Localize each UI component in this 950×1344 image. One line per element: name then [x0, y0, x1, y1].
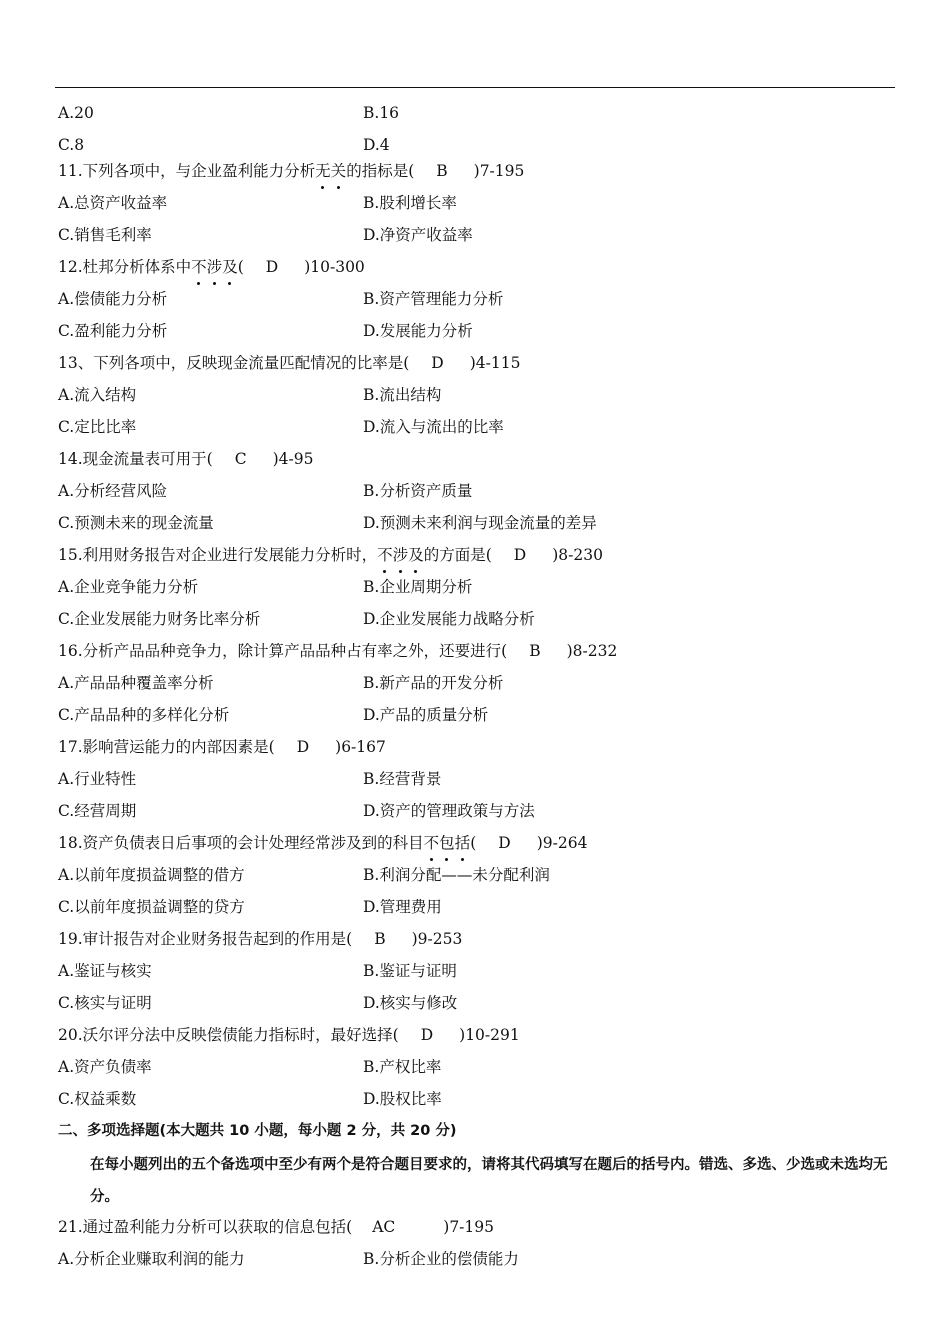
question-stem [58, 1213, 494, 1241]
option-row [58, 605, 908, 637]
emphasis-char: 涉 [393, 541, 409, 569]
stem-text: 13、下列各项中，反映现金流量匹配情况的比率是( [58, 354, 410, 372]
stem-text: 12.杜邦分析体系中 [58, 258, 192, 276]
page-ref: )9-253 [411, 930, 463, 948]
option-a: A.分析经营风险 [58, 482, 168, 500]
page-ref: )8-230 [552, 546, 603, 564]
option-c: C.企业发展能力财务比率分析 [58, 610, 261, 628]
question-stem [58, 157, 524, 185]
stem-text: 的指标是( [346, 162, 415, 180]
option-c: C.盈利能力分析 [58, 322, 168, 340]
answer: B [374, 930, 386, 948]
page-ref: )10-300 [304, 258, 365, 276]
emphasis-text [377, 546, 424, 564]
emphasis-text [424, 834, 471, 852]
question-stem [58, 445, 313, 473]
option-a: A.偿债能力分析 [58, 290, 168, 308]
stem-text: ( [470, 834, 477, 852]
answer: D [513, 546, 527, 564]
option-a: A.鉴证与核实 [58, 962, 152, 980]
section-instruction-row [58, 1149, 908, 1213]
emphasis-char: 无 [315, 157, 331, 185]
page-ref: )7-195 [443, 1218, 494, 1236]
question-stem [58, 733, 386, 761]
emphasis-char: 不 [377, 541, 393, 569]
option-row [58, 189, 908, 221]
option-c: C.定比比率 [58, 418, 137, 436]
question-stem [58, 1021, 520, 1049]
answer: B [529, 642, 541, 660]
question-stem-row [58, 253, 908, 285]
option-b: B.产权比率 [363, 1058, 442, 1076]
emphasis-char: 括 [455, 829, 471, 857]
question-stem-row [58, 925, 908, 957]
emphasis-char: 包 [439, 829, 455, 857]
option-d: D.预测未来利润与现金流量的差异 [363, 514, 597, 532]
option-row [58, 701, 908, 733]
question-stem-row [58, 637, 908, 669]
page-ref: )8-232 [566, 642, 618, 660]
option-a: A.分析企业赚取利润的能力 [58, 1250, 245, 1268]
option-c: C.核实与证明 [58, 994, 152, 1012]
option-b: B.分析资产质量 [363, 482, 473, 500]
option-b: B.企业周期分析 [363, 578, 473, 596]
option-row [58, 99, 908, 131]
option-row [58, 765, 908, 797]
answer: D [265, 258, 279, 276]
option-d: D.管理费用 [363, 898, 442, 916]
stem-text: 18.资产负债表日后事项的会计处理经常涉及到的科目 [58, 834, 424, 852]
option-b: B.经营背景 [363, 770, 442, 788]
question-stem-row [58, 349, 908, 381]
section-heading: 二、多项选择题(本大题共 10 小题，每小题 2 分，共 20 分) [58, 1123, 457, 1139]
section-instruction: 在每小题列出的五个备选项中至少有两个是符合题目要求的，请将其代码填写在题后的括号内。错选、多选、少选或未选均无分。 [90, 1157, 888, 1205]
emphasis-char: 关 [331, 157, 347, 185]
question-stem-row [58, 541, 908, 573]
option-a: A.资产负债率 [58, 1058, 152, 1076]
emphasis-char: 不 [191, 253, 207, 281]
option-row [58, 989, 908, 1021]
question-stem [58, 637, 617, 665]
option-b: B.资产管理能力分析 [363, 290, 504, 308]
option-d: D.净资产收益率 [363, 226, 473, 244]
option-row [58, 1085, 908, 1117]
option-d: D.产品的质量分析 [363, 706, 489, 724]
header-rule [55, 87, 895, 88]
option-row [58, 381, 908, 413]
page-ref: )10-291 [459, 1026, 520, 1044]
option-d: D.流入与流出的比率 [363, 418, 504, 436]
option-row [58, 797, 908, 829]
question-stem-row [58, 445, 908, 477]
option-d: D.股权比率 [363, 1090, 442, 1108]
option-row [58, 669, 908, 701]
option-row [58, 413, 908, 445]
stem-text: 的方面是( [423, 546, 492, 564]
emphasis-text [191, 258, 238, 276]
answer: AC [372, 1218, 396, 1236]
option-row [58, 893, 908, 925]
option-b: B.股利增长率 [363, 194, 457, 212]
option-row [58, 131, 908, 157]
option-c: C.预测未来的现金流量 [58, 514, 214, 532]
option-row [58, 221, 908, 253]
option-a: A.以前年度损益调整的借方 [58, 866, 245, 884]
emphasis-text [315, 162, 346, 180]
page-ref: )9-264 [536, 834, 588, 852]
stem-text: 21.通过盈利能力分析可以获取的信息包括( [58, 1218, 353, 1236]
question-stem [58, 253, 365, 281]
exam-document [58, 99, 908, 1277]
option-b: B.利润分配——未分配利润 [363, 866, 550, 884]
option-c: C.8 [58, 136, 85, 154]
option-a: A.产品品种覆盖率分析 [58, 674, 214, 692]
option-a: A.流入结构 [58, 386, 137, 404]
option-d: D.企业发展能力战略分析 [363, 610, 535, 628]
option-a: A.20 [58, 104, 94, 122]
option-row [58, 957, 908, 989]
option-b: B.分析企业的偿债能力 [363, 1250, 519, 1268]
stem-text: 16.分析产品品种竞争力，除计算产品品种占有率之外，还要进行( [58, 642, 508, 660]
stem-text: 14.现金流量表可用于( [58, 450, 213, 468]
emphasis-char: 不 [424, 829, 440, 857]
emphasis-char: 涉 [207, 253, 223, 281]
option-b: B.16 [363, 104, 400, 122]
option-d: D.核实与修改 [363, 994, 458, 1012]
stem-text: ( [237, 258, 244, 276]
stem-text: 17.影响营运能力的内部因素是( [58, 738, 275, 756]
option-c: C.产品品种的多样化分析 [58, 706, 230, 724]
page-ref: )4-95 [272, 450, 314, 468]
option-row [58, 1245, 908, 1277]
question-stem-row [58, 157, 908, 189]
option-a: A.总资产收益率 [58, 194, 168, 212]
answer: B [436, 162, 448, 180]
answer: D [296, 738, 310, 756]
option-c: C.权益乘数 [58, 1090, 137, 1108]
page-ref: )7-195 [473, 162, 525, 180]
emphasis-char: 及 [408, 541, 424, 569]
option-d: D.资产的管理政策与方法 [363, 802, 535, 820]
page-ref: )4-115 [469, 354, 521, 372]
answer: D [420, 1026, 434, 1044]
option-a: A.企业竞争能力分析 [58, 578, 199, 596]
answer: D [431, 354, 444, 372]
page-ref: )6-167 [335, 738, 386, 756]
option-row [58, 317, 908, 349]
stem-text: 15.利用财务报告对企业进行发展能力分析时， [58, 546, 378, 564]
option-c: C.销售毛利率 [58, 226, 152, 244]
section-heading-row [58, 1117, 908, 1149]
question-stem [58, 829, 587, 857]
question-stem [58, 541, 603, 569]
option-row [58, 573, 908, 605]
option-c: C.经营周期 [58, 802, 137, 820]
question-stem [58, 925, 462, 953]
option-d: D.4 [363, 136, 390, 154]
option-b: B.鉴证与证明 [363, 962, 457, 980]
question-stem-row [58, 829, 908, 861]
emphasis-char: 及 [222, 253, 238, 281]
stem-text: 19.审计报告对企业财务报告起到的作用是( [58, 930, 353, 948]
option-row [58, 861, 908, 893]
option-b: B.新产品的开发分析 [363, 674, 504, 692]
option-row [58, 509, 908, 541]
question-stem-row [58, 1213, 908, 1245]
option-row [58, 285, 908, 317]
option-b: B.流出结构 [363, 386, 442, 404]
stem-text: 20.沃尔评分法中反映偿债能力指标时，最好选择( [58, 1026, 399, 1044]
question-stem [58, 349, 520, 377]
question-stem-row [58, 733, 908, 765]
question-list [58, 157, 908, 1117]
option-c: C.以前年度损益调整的贷方 [58, 898, 245, 916]
option-row [58, 477, 908, 509]
answer: C [234, 450, 247, 468]
option-row [58, 1053, 908, 1085]
question-stem-row [58, 1021, 908, 1053]
answer: D [498, 834, 511, 852]
stem-text: 11.下列各项中，与企业盈利能力分析 [58, 162, 316, 180]
option-a: A.行业特性 [58, 770, 137, 788]
option-d: D.发展能力分析 [363, 322, 473, 340]
